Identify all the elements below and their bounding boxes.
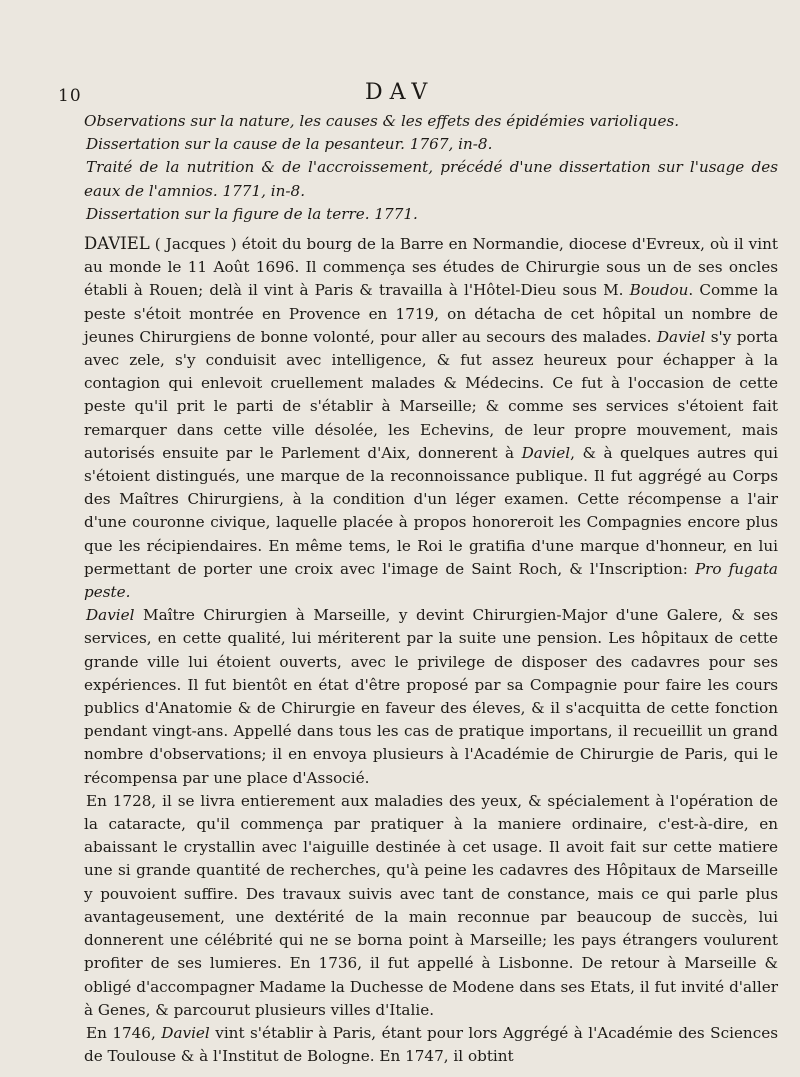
- article-paragraph: DAVIEL ( Jacques ) étoit du bourg de la Barre en Normandie, diocese d'Evreux, où il vint au monde le 11 Août 1696. Il commença ses études de Chirurgie sous un de ses oncles établi à Rouen; delà il vint à Paris & travailla à l'Hôtel-Dieu sous M. Boudou. Comme la peste s'étoit montrée en Provence en 1719, on détacha de cet hôpital un nombre de jeunes Chirurgiens de bonne volonté, pour aller au secours des malades. Daviel s'y porta avec zele, s'y conduisit avec intelligence, & fut assez heureux pour échapper à la contagion qui enlevoit cruellement malades & Médecins. Ce fut à l'occasion de cette peste qu'il prit le parti de s'établir à Marseille; & comme ses services s'étoient fait remarquer dans cette ville désolée, les Echevins, de leur propre mouvement, mais autorisés ensuite par le Parlement d'Aix, donnerent à Daviel, & à quelques autres qui s'étoient distingués, une marque de la reconnoissance publique. Il fut aggrégé au Corps des Maîtres Chirurgiens, à la condition d'un léger examen. Cette récompense a l'air d'une couronne civique, laquelle placée à propos honoreroit les Compagnies encore plus que les récipiendaires. En même tems, le Roi le gratifia d'une marque d'honneur, en lui permettant de porter une croix avec l'image de Saint Roch, & l'Inscription: Pro fugata peste.: [84, 234, 779, 602]
- work-entry: Dissertation sur la cause de la pesanteur. 1767, in-8.: [86, 135, 493, 154]
- work-entry: Observations sur la nature, les causes & les effets des épidémies varioliques.: [84, 112, 680, 130]
- article-body: [84, 232, 778, 1068]
- work-entry: Dissertation sur la figure de la terre. 1771.: [86, 204, 418, 223]
- inscription-motto: Pro fugata peste.: [84, 559, 778, 602]
- name-daviel: Daviel: [521, 443, 571, 462]
- entry-headword: DAVIEL: [84, 234, 150, 253]
- article-paragraph: En 1728, il se livra entierement aux maladies des yeux, & spécialement à l'opération de la cataracte, qu'il commença par pratiquer à la maniere ordinaire, c'est-à-dire, en abaissant le crystallin avec l'aiguille destinée à cet usage. Il avoit fait sur cette matiere une si grande quantité de recherches, qu'à peine les cadavres des Hôpitaux de Marseille y pouvoient suffire. Des travaux suivis avec tant de constance, mais ce qui parle plus avantageusement, une dextérité de la main reconnue par beaucoup de succès, lui donnerent une célébrité qui ne se borna point à Marseille; les pays étrangers voulurent profiter de ses lumieres. En 1736, il fut appellé à Lisbonne. De retour à Marseille & obligé d'accompagner Madame la Duchesse de Modene dans ses Etats, il fut invité d'aller à Genes, & parcourut plusieurs villes d'Italie.: [84, 791, 778, 1019]
- name-daviel: Daviel: [86, 606, 135, 625]
- page-number: 10: [58, 86, 82, 106]
- name-daviel: Daviel: [656, 327, 706, 346]
- article-paragraph: En 1746, Daviel vint s'établir à Paris, étant pour lors Aggrégé à l'Académie des Sciences de Toulouse & à l'Institut de Bologne. En 1747, il obtint: [84, 1023, 778, 1066]
- name-daviel: Daviel: [161, 1023, 210, 1042]
- name-boudou: Boudou: [629, 281, 689, 300]
- article-paragraph: Daviel Maître Chirurgien à Marseille, y devint Chirurgien-Major d'une Galere, & ses services, en cette qualité, lui mériterent par la suite une pension. Les hôpitaux de cette grande ville lui étoient ouverts, avec le privilege de disposer des cadavres pour ses expériences. Il fut bientôt en état d'être proposé par sa Compagnie pour faire les cours publics d'Anatomie & de Chirurgie en faveur des éleves, & il s'acquitta de cette fonction pendant vingt-ans. Appellé dans tous les cas de pratique importans, il recueillit un grand nombre d'observations; il en envoya plusieurs à l'Académie de Chirurgie de Paris, qui le récompensa par une place d'Associé.: [84, 606, 778, 787]
- page-header: [0, 78, 800, 104]
- running-head: DAV: [365, 80, 435, 105]
- works-list: [84, 110, 778, 226]
- work-entry: Traité de la nutrition & de l'accroissement, précédé d'une dissertation sur l'usage des eaux de l'amnios. 1771, in-8.: [84, 158, 778, 200]
